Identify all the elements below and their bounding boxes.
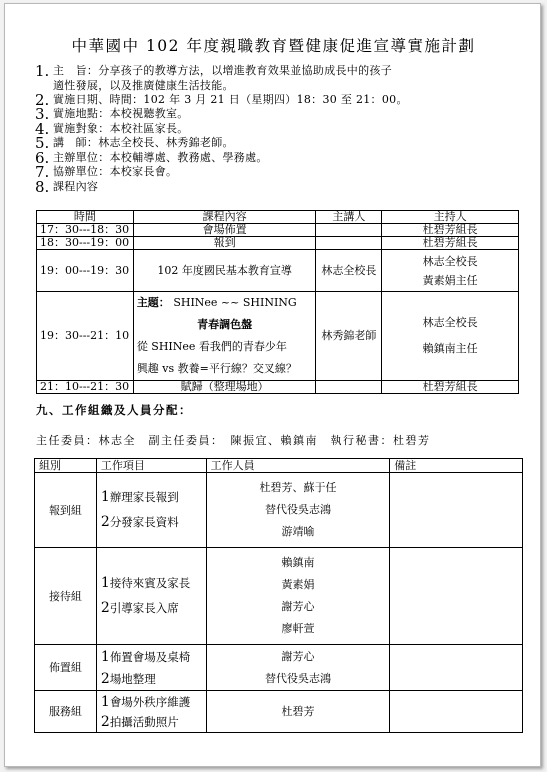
host-cell: 杜碧芳組長 xyxy=(382,237,519,250)
task-number: 2 xyxy=(100,670,110,687)
table-row xyxy=(35,548,523,645)
plan-items xyxy=(35,64,525,194)
host-name: 黃素娟主任 xyxy=(422,273,478,287)
item-text: 課程內容 xyxy=(53,179,99,193)
staff-name: 黃素娟 xyxy=(281,578,315,591)
task-text: 辦理家長報到 xyxy=(109,490,179,504)
note-cell xyxy=(390,548,523,645)
tasks-cell xyxy=(96,548,206,645)
task-number: 2 xyxy=(100,600,110,616)
plan-item xyxy=(35,165,525,179)
plan-item xyxy=(35,107,525,121)
task-number: 1 xyxy=(100,575,110,591)
item-number: 5. xyxy=(35,134,50,152)
task-text: 分發家長資料 xyxy=(109,515,179,529)
task-text: 接待來賓及家長 xyxy=(109,576,191,590)
time-cell: 19：00---19：30 xyxy=(37,250,134,292)
table-header-row xyxy=(35,459,523,473)
group-cell: 報到組 xyxy=(35,473,97,548)
item-number: 2. xyxy=(35,90,50,109)
item-text: 實施對象：本校社區家長。 xyxy=(53,121,189,135)
item-continuation: 適性發展，以及推廣健康生活技能。 xyxy=(53,78,234,92)
schedule-table xyxy=(36,210,519,394)
group-cell: 接待組 xyxy=(35,548,97,645)
column-header: 時間 xyxy=(37,211,134,224)
tasks-cell xyxy=(96,691,206,733)
staff-name: 替代役吳志鴻 xyxy=(264,503,331,516)
column-header: 組別 xyxy=(35,459,97,473)
group-cell: 佈置組 xyxy=(35,645,97,691)
host-name: 林志全校長 xyxy=(422,254,478,268)
time-cell: 18：30---19：00 xyxy=(37,237,134,250)
document-page xyxy=(4,3,541,767)
plan-item xyxy=(35,90,525,109)
content-cell: 會場佈置 xyxy=(133,224,316,237)
content-cell xyxy=(133,292,316,381)
speaker-cell xyxy=(316,381,382,394)
staff-name: 替代役吳志鴻 xyxy=(264,671,331,685)
topic-label: 主題： xyxy=(136,296,170,309)
column-header: 工作項目 xyxy=(96,459,206,473)
staff-name: 謝芳心 xyxy=(281,649,315,663)
host-cell xyxy=(382,250,519,292)
item-number: 6. xyxy=(35,148,50,167)
topic-title: SHINee ~~ SHINING xyxy=(173,296,297,309)
speaker-cell: 林秀錦老師 xyxy=(316,292,382,381)
note-cell xyxy=(390,645,523,691)
task-text: 引導家長入席 xyxy=(109,601,179,615)
speaker-cell xyxy=(316,237,382,250)
column-header: 主持人 xyxy=(382,211,519,224)
host-cell xyxy=(382,292,519,381)
table-row xyxy=(37,292,519,381)
time-cell: 17：30---18：30 xyxy=(37,224,134,237)
item-text: 協辦單位：本校家長會。 xyxy=(53,165,178,178)
tasks-cell xyxy=(96,645,206,691)
staff-name: 賴鎮南 xyxy=(281,556,315,569)
item-number: 1. xyxy=(35,62,50,80)
time-cell: 19：30---21：10 xyxy=(37,292,134,381)
topic-line: 青春調色盤 xyxy=(197,318,253,331)
tasks-cell xyxy=(96,473,206,548)
note-cell xyxy=(390,473,523,548)
table-header-row xyxy=(37,211,519,224)
plan-item xyxy=(35,64,525,78)
host-cell: 杜碧芳組長 xyxy=(382,381,519,394)
item-number: 3. xyxy=(35,105,50,123)
topic-line: 興趣 vs 教養=平行線？交叉線？ xyxy=(136,362,297,375)
task-text: 會場外秩序維護 xyxy=(109,694,191,709)
item-text: 實施地點：本校視聽教室。 xyxy=(53,107,189,120)
item-text: 主 旨：分享孩子的教導方法，以增進教育效果並協助成長中的孩子 xyxy=(53,64,392,77)
column-header: 工作人員 xyxy=(206,459,390,473)
task-number: 1 xyxy=(100,693,110,710)
staff-name: 杜碧芳 xyxy=(281,704,315,718)
time-cell: 21：10---21：30 xyxy=(37,381,134,394)
staff-name: 游靖喻 xyxy=(281,525,315,538)
column-header: 主講人 xyxy=(316,211,382,224)
group-cell: 服務組 xyxy=(35,691,97,733)
table-row xyxy=(35,645,523,691)
item-text: 主辦單位：本校輔導處、教務處、學務處。 xyxy=(53,150,268,164)
topic-line: 從 SHINee 看我們的青春少年 xyxy=(136,340,287,353)
host-name: 林志全校長 xyxy=(422,316,478,329)
plan-item xyxy=(35,177,525,196)
column-header: 備註 xyxy=(390,459,523,473)
task-text: 場地整理 xyxy=(109,671,156,686)
content-cell: 賦歸（整理場地） xyxy=(133,381,316,394)
table-row xyxy=(37,237,519,250)
staff-name: 廖軒萱 xyxy=(281,622,315,635)
table-row xyxy=(35,691,523,733)
staff-table xyxy=(34,458,523,733)
staff-name: 杜碧芳、蘇于任 xyxy=(259,481,337,494)
task-text: 拍攝活動照片 xyxy=(109,714,179,729)
task-number: 1 xyxy=(100,648,110,665)
task-number: 1 xyxy=(100,489,110,505)
task-text: 佈置會場及桌椅 xyxy=(109,649,191,664)
people-cell xyxy=(206,691,390,733)
plan-item xyxy=(35,148,525,167)
column-header: 課程內容 xyxy=(133,211,316,224)
note-cell xyxy=(390,691,523,733)
table-row xyxy=(35,473,523,548)
people-cell xyxy=(206,645,390,691)
table-row xyxy=(37,250,519,292)
host-cell: 杜碧芳組長 xyxy=(382,224,519,237)
page-title: 中華國中 102 年度親職教育暨健康促進宣導實施計劃 xyxy=(71,37,476,55)
table-row xyxy=(37,381,519,394)
people-cell xyxy=(206,473,390,548)
plan-item xyxy=(35,119,525,138)
committee-line: 主任委員：林志全 副主任委員： 陳振宜、賴鎮南 執行秘書：杜碧芳 xyxy=(36,434,431,447)
item-number: 4. xyxy=(35,119,50,138)
plan-item xyxy=(35,136,525,150)
people-cell xyxy=(206,548,390,645)
staff-name: 謝芳心 xyxy=(281,600,315,613)
item-number: 7. xyxy=(35,163,50,181)
content-cell: 報到 xyxy=(133,237,316,250)
host-name: 賴鎮南主任 xyxy=(422,342,478,355)
table-row xyxy=(37,224,519,237)
task-number: 2 xyxy=(100,713,110,730)
item-text: 實施日期、時間：102 年 3 月 21 日（星期四）18：30 至 21：00。 xyxy=(53,92,408,106)
item-text: 講 師：林志全校長、林秀錦老師。 xyxy=(53,136,234,149)
task-number: 2 xyxy=(100,514,110,530)
content-cell: 102 年度國民基本教育宣導 xyxy=(133,250,316,292)
speaker-cell xyxy=(316,224,382,237)
section-heading: 九、工作組織及人員分配： xyxy=(36,403,192,417)
speaker-cell: 林志全校長 xyxy=(316,250,382,292)
item-number: 8. xyxy=(35,177,50,196)
